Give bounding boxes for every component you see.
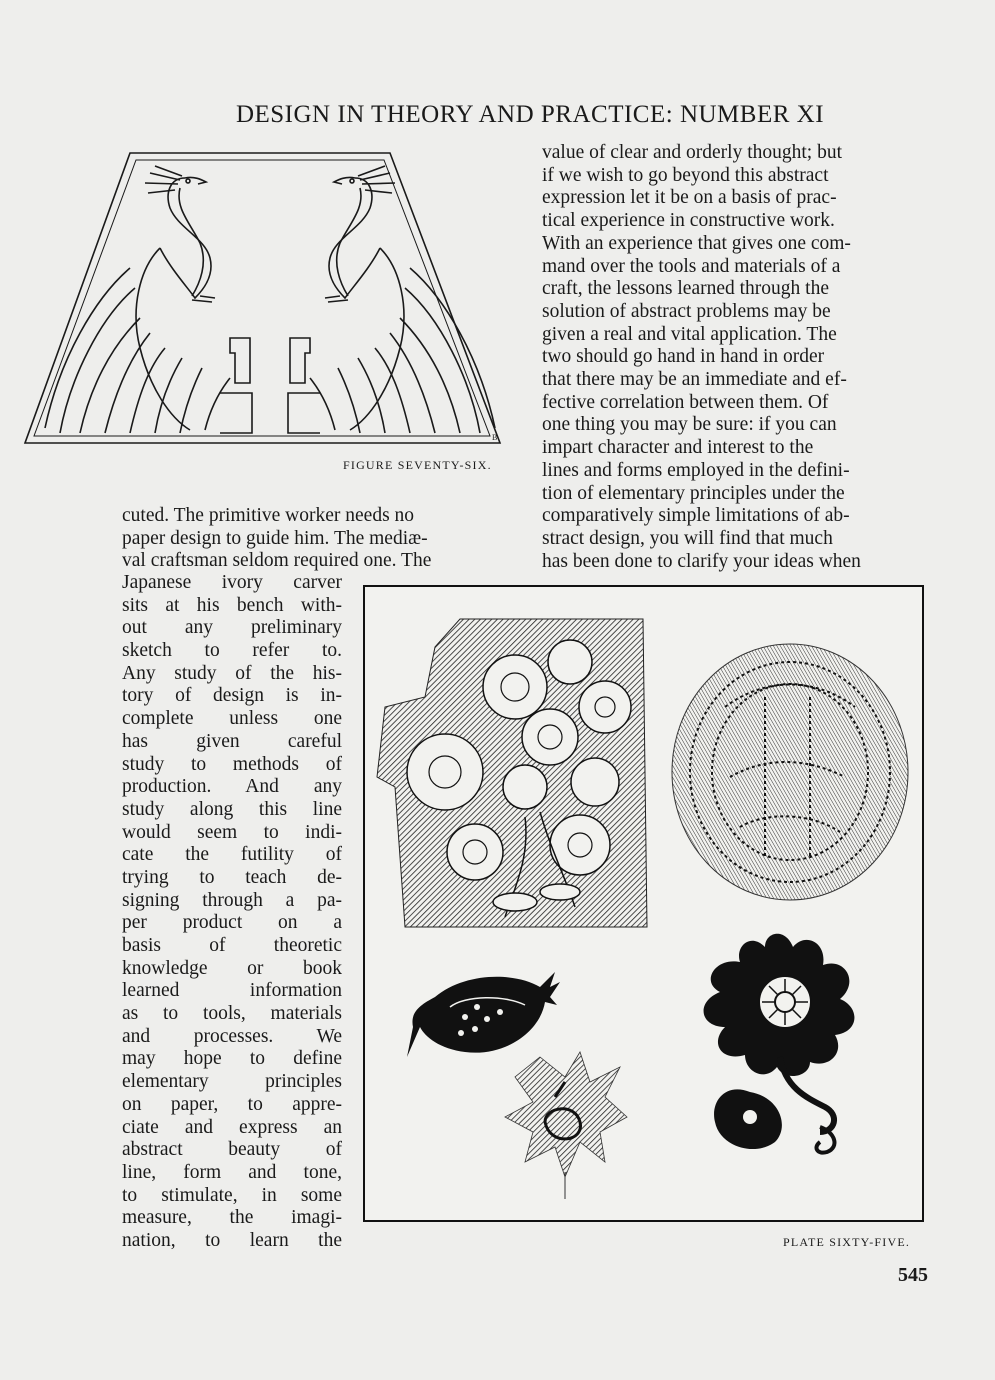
- text-line: comparatively simple limitations of ab-: [542, 505, 850, 527]
- text-line: has given careful: [122, 730, 342, 752]
- right-peacock: [288, 166, 495, 433]
- text-line: Any study of the his-: [122, 662, 342, 684]
- text-line: With an experience that gives one com-: [542, 232, 851, 254]
- text-line: signing through a pa-: [122, 889, 342, 911]
- right-column-text: [542, 142, 932, 573]
- left-column-wide-text: [122, 505, 515, 573]
- text-line: cuted. The primitive worker needs no: [122, 505, 415, 526]
- text-line: study to methods of: [122, 753, 342, 775]
- text-line: value of clear and orderly thought; but: [542, 142, 842, 163]
- text-line: complete unless one: [122, 708, 342, 730]
- black-floral-motif: [704, 934, 855, 1153]
- text-line: elementary principles: [122, 1071, 342, 1093]
- text-line: production. And any: [122, 776, 342, 798]
- plate-illustrations: [365, 587, 922, 1220]
- text-line: one thing you may be sure: if you can: [542, 414, 837, 436]
- left-peacock: [45, 166, 252, 433]
- floral-block-print: [377, 619, 647, 927]
- text-line: given a real and vital application. The: [542, 323, 837, 345]
- text-line: ciate and express an: [122, 1116, 342, 1138]
- text-line: lines and forms employed in the defini-: [542, 459, 850, 481]
- plate-sixty-five-caption: PLATE SIXTY-FIVE.: [783, 1235, 911, 1249]
- text-line: may hope to define: [122, 1048, 342, 1070]
- text-line: Japanese ivory carver: [122, 572, 342, 593]
- text-line: val craftsman seldom required one. The: [122, 550, 432, 572]
- text-line: on paper, to appre-: [122, 1093, 342, 1115]
- text-line: fective correlation between them. Of: [542, 391, 829, 413]
- plate-sixty-five: [363, 585, 924, 1222]
- text-line: craft, the lessons learned through the: [542, 278, 829, 300]
- text-line: per product on a: [122, 912, 342, 934]
- text-line: abstract beauty of: [122, 1139, 342, 1161]
- figure-seventy-six-illustration: [20, 148, 520, 458]
- text-line: out any preliminary: [122, 617, 342, 639]
- text-line: study along this line: [122, 798, 342, 820]
- text-line: mand over the tools and materials of a: [542, 255, 841, 277]
- text-line: tion of elementary principles under the: [542, 482, 845, 504]
- figure-monogram: B: [492, 433, 498, 442]
- text-line: sketch to refer to.: [122, 640, 342, 662]
- pomegranate-motif: [407, 972, 560, 1057]
- text-line: would seem to indi-: [122, 821, 342, 843]
- text-line: expression let it be on a basis of prac-: [542, 187, 837, 209]
- circular-stamp-design: [672, 644, 908, 900]
- left-column-narrow-text: [122, 572, 342, 1253]
- text-line: if we wish to go beyond this abstract: [542, 164, 829, 186]
- text-line: measure, the imagi-: [122, 1207, 342, 1229]
- tile-outline: [25, 153, 500, 443]
- text-line: learned information: [122, 980, 342, 1002]
- text-line: basis of theoretic: [122, 935, 342, 956]
- text-line: line, form and tone,: [122, 1161, 342, 1183]
- text-line: tory of design is in-: [122, 685, 342, 707]
- text-line: cate the futility of: [122, 844, 342, 866]
- page-number: 545: [898, 1264, 928, 1286]
- text-line: trying to teach de-: [122, 866, 342, 888]
- text-line: has been done to clarify your ideas when: [542, 550, 861, 572]
- text-line: knowledge or book: [122, 957, 342, 979]
- text-line: and processes. We: [122, 1025, 342, 1047]
- text-line: paper design to guide him. The mediæ-: [122, 527, 428, 549]
- text-line: impart character and interest to the: [542, 437, 814, 459]
- text-line: two should go hand in hand in order: [542, 346, 825, 368]
- text-line: sits at his bench with-: [122, 594, 342, 616]
- text-line: nation, to learn the: [122, 1229, 342, 1251]
- text-line: stract design, you will find that much: [542, 527, 833, 549]
- running-header: DESIGN IN THEORY AND PRACTICE: NUMBER XI: [235, 100, 825, 128]
- text-line: as to tools, materials: [122, 1003, 342, 1025]
- text-line: solution of abstract problems may be: [542, 300, 831, 322]
- figure-seventy-six-caption: FIGURE SEVENTY-SIX.: [343, 458, 492, 472]
- text-line: that there may be an immediate and ef-: [542, 369, 847, 391]
- text-line: tical experience in constructive work.: [542, 210, 835, 232]
- text-line: to stimulate, in some: [122, 1184, 342, 1206]
- hatched-star-motif: [505, 1052, 627, 1199]
